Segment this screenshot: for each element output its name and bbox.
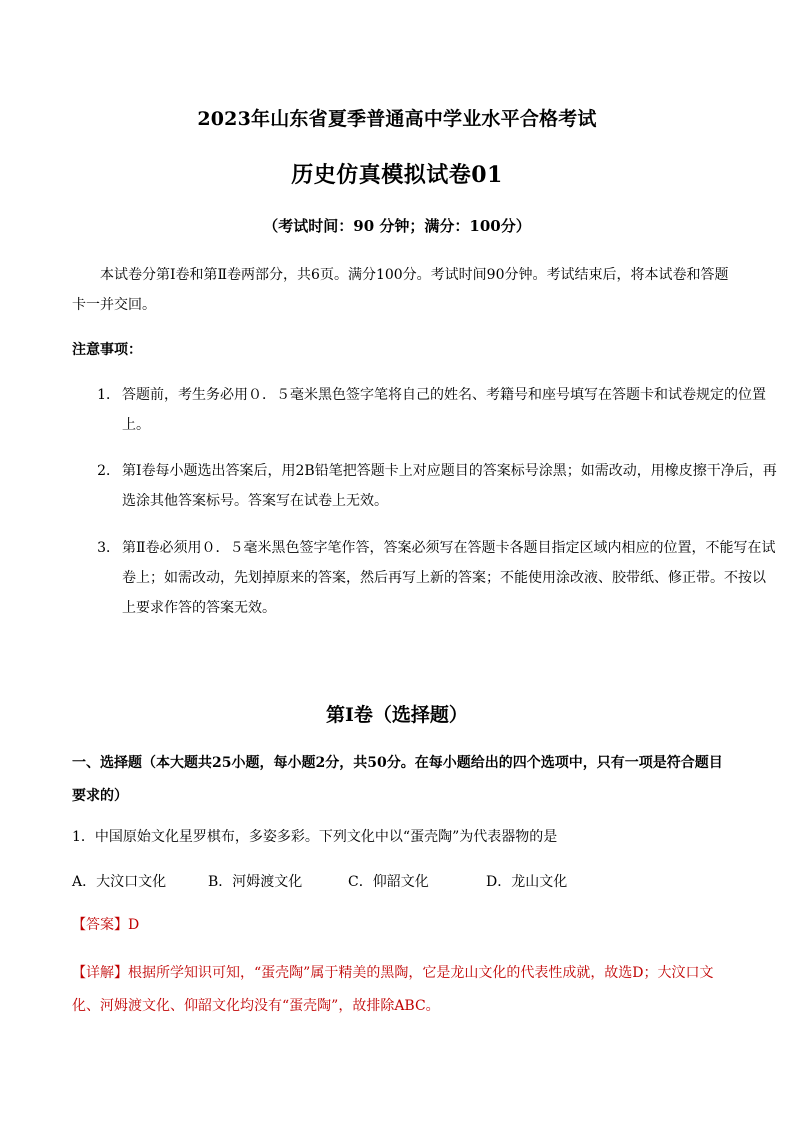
notice-item-text: 答题前，考生务必用０．５毫米黑色签字笔将自己的姓名、考籍号和座号填写在答题卡和试卷规定的位置上。 bbox=[122, 387, 766, 433]
notice-item-2 bbox=[72, 456, 778, 516]
notice-item-number: 2． bbox=[97, 463, 120, 479]
section-heading: 一、选择题（本大题共25小题，每小题2分，共50分。在每小题给出的四个选项中，只有一项是符合题目要求的） bbox=[72, 755, 723, 804]
notice-item-number: 1． bbox=[97, 387, 120, 403]
question-1-answer bbox=[72, 914, 139, 934]
notice-item-text: 第Ⅰ卷每小题选出答案后，用2B铅笔把答题卡上对应题目的答案标号涂黑；如需改动，用橡皮擦干净后，再选涂其他答案标号。答案写在试卷上无效。 bbox=[122, 463, 777, 509]
notice-item-3 bbox=[72, 533, 778, 623]
answer-value: D bbox=[128, 917, 140, 933]
question-1-stem: 1．中国原始文化星罗棋布，多姿多彩。下列文化中以“蛋壳陶”为代表器物的是 bbox=[72, 829, 558, 845]
notice-item-1 bbox=[72, 380, 778, 440]
notice-item-number: 3． bbox=[97, 540, 120, 556]
question-1-option-b: B．河姆渡文化 bbox=[208, 874, 303, 890]
exam-time-info: （考试时间：90 分钟；满分：100分） bbox=[263, 217, 531, 235]
question-1-detail bbox=[72, 957, 728, 1023]
answer-label: 【答案】 bbox=[72, 917, 128, 933]
exam-subtitle: 历史仿真模拟试卷01 bbox=[291, 162, 503, 188]
intro-paragraph: 本试卷分第Ⅰ卷和第Ⅱ卷两部分，共6页。满分100分。考试时间90分钟。考试结束后，将本试卷和答题卡一并交回。 bbox=[72, 267, 729, 313]
exam-title: 2023年山东省夏季普通高中学业水平合格考试 bbox=[197, 108, 597, 130]
notice-title: 注意事项： bbox=[72, 342, 142, 358]
question-1-option-d: D．龙山文化 bbox=[486, 874, 568, 890]
section-title: 第Ⅰ卷（选择题） bbox=[326, 704, 468, 726]
question-1-option-a: A．大汶口文化 bbox=[72, 874, 167, 890]
detail-label: 【详解】 bbox=[72, 965, 128, 981]
question-1-option-c: C．仰韶文化 bbox=[348, 874, 429, 890]
notice-item-text: 第Ⅱ卷必须用０．５毫米黑色签字笔作答，答案必须写在答题卡各题目指定区域内相应的位置，不能写在试卷上；如需改动，先划掉原来的答案，然后再写上新的答案；不能使用涂改液、胶带纸、修正带。不按以上要求作答的答案无效。 bbox=[122, 540, 776, 616]
detail-text: 根据所学知识可知，“蛋壳陶”属于精美的黑陶，它是龙山文化的代表性成就，故选D；大汶口文化、河姆渡文化、仰韶文化均没有“蛋壳陶”，故排除ABC。 bbox=[72, 965, 714, 1014]
